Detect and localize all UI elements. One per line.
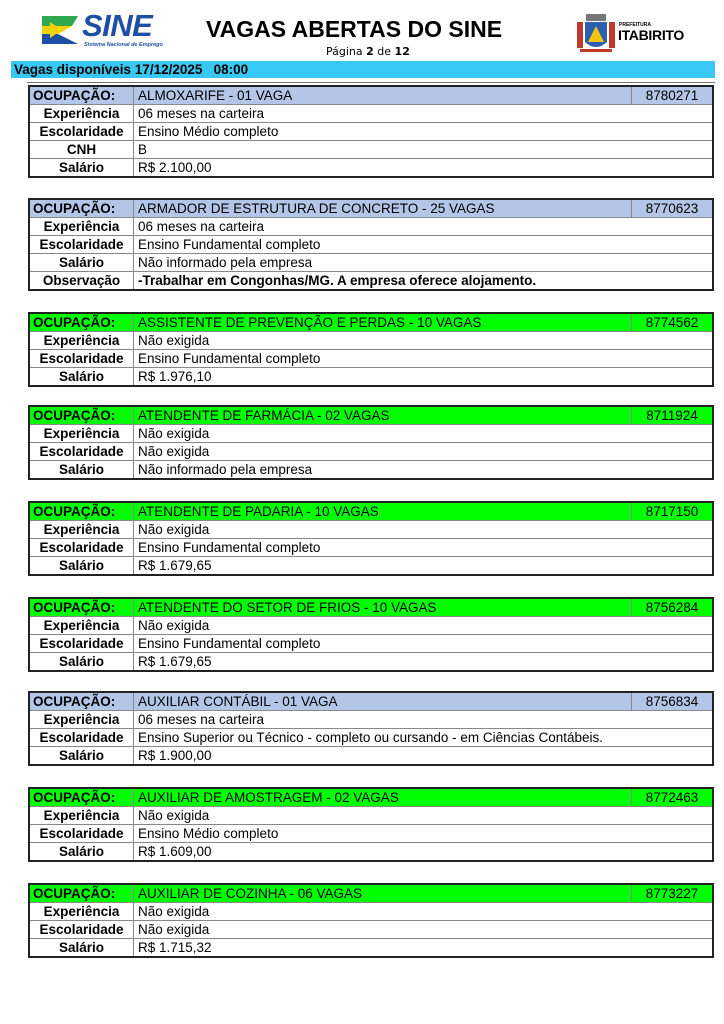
experience-value: Não exigida xyxy=(134,332,713,350)
education-value: Ensino Fundamental completo xyxy=(134,539,713,557)
job-field-row xyxy=(30,843,712,861)
education-value: Não exigida xyxy=(134,443,713,461)
job-card xyxy=(28,691,714,766)
page-prefix: Página xyxy=(326,45,363,58)
education-value: Não exigida xyxy=(134,921,713,939)
job-header-row xyxy=(30,314,712,332)
job-field-row xyxy=(30,141,712,159)
job-card xyxy=(28,405,714,480)
education-value: Ensino Médio completo xyxy=(134,825,713,843)
experience-label: Experiência xyxy=(30,105,134,123)
occupation-label: OCUPAÇÃO: xyxy=(30,789,134,807)
job-table xyxy=(30,407,712,478)
education-label: Escolaridade xyxy=(30,350,134,368)
job-header-row xyxy=(30,789,712,807)
job-field-row xyxy=(30,159,712,177)
education-label: Escolaridade xyxy=(30,729,134,747)
experience-label: Experiência xyxy=(30,711,134,729)
education-label: Escolaridade xyxy=(30,539,134,557)
job-header-row xyxy=(30,599,712,617)
education-value: Ensino Fundamental completo xyxy=(134,635,713,653)
education-label: Escolaridade xyxy=(30,123,134,141)
occupation-title: ASSISTENTE DE PREVENÇÃO E PERDAS - 10 VAGAS xyxy=(134,314,632,332)
education-label: Escolaridade xyxy=(30,825,134,843)
job-field-row xyxy=(30,236,712,254)
occupation-label: OCUPAÇÃO: xyxy=(30,200,134,218)
job-field-row xyxy=(30,332,712,350)
occupation-title: ATENDENTE DE PADARIA - 10 VAGAS xyxy=(134,503,632,521)
job-table xyxy=(30,87,712,176)
job-field-row xyxy=(30,105,712,123)
salary-label: Salário xyxy=(30,939,134,957)
job-field-row xyxy=(30,368,712,386)
job-card xyxy=(28,85,714,178)
job-field-row xyxy=(30,272,712,290)
experience-label: Experiência xyxy=(30,521,134,539)
job-table xyxy=(30,503,712,574)
observation-label: Observação xyxy=(30,272,134,290)
salary-label: Salário xyxy=(30,843,134,861)
job-field-row xyxy=(30,653,712,671)
salary-label: Salário xyxy=(30,368,134,386)
sine-logo xyxy=(38,8,163,52)
job-field-row xyxy=(30,635,712,653)
salary-value: R$ 2.100,00 xyxy=(134,159,713,177)
experience-value: Não exigida xyxy=(134,903,713,921)
experience-value: Não exigida xyxy=(134,425,713,443)
job-header-row xyxy=(30,885,712,903)
experience-value: 06 meses na carteira xyxy=(134,711,713,729)
page-indicator xyxy=(326,45,410,58)
coat-of-arms-icon xyxy=(576,12,616,54)
prefeitura-name: ITABIRITO xyxy=(618,27,685,43)
job-code: 8717150 xyxy=(632,503,713,521)
education-label: Escolaridade xyxy=(30,236,134,254)
job-code: 8756284 xyxy=(632,599,713,617)
job-field-row xyxy=(30,939,712,957)
salary-label: Salário xyxy=(30,254,134,272)
brazil-flag-icon xyxy=(38,12,82,50)
salary-label: Salário xyxy=(30,557,134,575)
job-table xyxy=(30,885,712,956)
education-label: Escolaridade xyxy=(30,635,134,653)
job-card xyxy=(28,787,714,862)
job-table xyxy=(30,314,712,385)
page-header xyxy=(0,0,724,60)
occupation-title: AUXILIAR DE COZINHA - 06 VAGAS xyxy=(134,885,632,903)
date-bar xyxy=(11,61,715,78)
salary-value: R$ 1.715,32 xyxy=(134,939,713,957)
job-field-row xyxy=(30,443,712,461)
salary-value: Não informado pela empresa xyxy=(134,254,713,272)
education-value: Ensino Fundamental completo xyxy=(134,350,713,368)
page-current: 2 xyxy=(366,45,374,58)
salary-value: R$ 1.900,00 xyxy=(134,747,713,765)
experience-value: Não exigida xyxy=(134,617,713,635)
job-table xyxy=(30,200,712,289)
job-field-row xyxy=(30,807,712,825)
header-divider xyxy=(27,82,715,83)
occupation-label: OCUPAÇÃO: xyxy=(30,407,134,425)
job-field-row xyxy=(30,825,712,843)
job-code: 8772463 xyxy=(632,789,713,807)
experience-value: 06 meses na carteira xyxy=(134,218,713,236)
job-field-row xyxy=(30,747,712,765)
occupation-label: OCUPAÇÃO: xyxy=(30,87,134,105)
job-field-row xyxy=(30,557,712,575)
experience-value: Não exigida xyxy=(134,807,713,825)
salary-label: Salário xyxy=(30,653,134,671)
occupation-title: ALMOXARIFE - 01 VAGA xyxy=(134,87,632,105)
job-card xyxy=(28,198,714,291)
salary-label: Salário xyxy=(30,159,134,177)
job-card xyxy=(28,312,714,387)
job-field-row xyxy=(30,218,712,236)
experience-label: Experiência xyxy=(30,218,134,236)
job-field-row xyxy=(30,539,712,557)
occupation-label: OCUPAÇÃO: xyxy=(30,693,134,711)
page-separator: de xyxy=(377,45,392,58)
prefeitura-logo xyxy=(576,12,688,54)
job-field-row xyxy=(30,617,712,635)
salary-value: R$ 1.976,10 xyxy=(134,368,713,386)
job-table xyxy=(30,789,712,860)
page-title: VAGAS ABERTAS DO SINE xyxy=(206,16,503,42)
occupation-title: AUXILIAR DE AMOSTRAGEM - 02 VAGAS xyxy=(134,789,632,807)
occupation-title: AUXILIAR CONTÁBIL - 01 VAGA xyxy=(134,693,632,711)
occupation-title: ATENDENTE DO SETOR DE FRIOS - 10 VAGAS xyxy=(134,599,632,617)
education-label: Escolaridade xyxy=(30,443,134,461)
job-card xyxy=(28,597,714,672)
prefeitura-label: PREFEITURA xyxy=(619,22,651,28)
occupation-title: ATENDENTE DE FARMÁCIA - 02 VAGAS xyxy=(134,407,632,425)
salary-label: Salário xyxy=(30,747,134,765)
occupation-label: OCUPAÇÃO: xyxy=(30,599,134,617)
salary-value: R$ 1.679,65 xyxy=(134,557,713,575)
experience-label: Experiência xyxy=(30,903,134,921)
experience-label: Experiência xyxy=(30,332,134,350)
salary-value: R$ 1.679,65 xyxy=(134,653,713,671)
job-card xyxy=(28,501,714,576)
job-field-row xyxy=(30,425,712,443)
job-table xyxy=(30,599,712,670)
experience-label: Experiência xyxy=(30,617,134,635)
salary-value: Não informado pela empresa xyxy=(134,461,713,479)
date-bar-text: Vagas disponíveis 17/12/2025 08:00 xyxy=(14,62,249,77)
cnh-label: CNH xyxy=(30,141,134,159)
occupation-label: OCUPAÇÃO: xyxy=(30,885,134,903)
occupation-label: OCUPAÇÃO: xyxy=(30,314,134,332)
job-header-row xyxy=(30,503,712,521)
job-code: 8756834 xyxy=(632,693,713,711)
cnh-value: B xyxy=(134,141,713,159)
job-field-row xyxy=(30,521,712,539)
job-field-row xyxy=(30,254,712,272)
job-field-row xyxy=(30,350,712,368)
occupation-title: ARMADOR DE ESTRUTURA DE CONCRETO - 25 VAGAS xyxy=(134,200,632,218)
job-code: 8780271 xyxy=(632,87,713,105)
job-table xyxy=(30,693,712,764)
experience-value: Não exigida xyxy=(134,521,713,539)
job-field-row xyxy=(30,729,712,747)
occupation-label: OCUPAÇÃO: xyxy=(30,503,134,521)
sine-logo-text: SINE xyxy=(82,8,153,43)
salary-label: Salário xyxy=(30,461,134,479)
job-field-row xyxy=(30,903,712,921)
experience-label: Experiência xyxy=(30,807,134,825)
job-field-row xyxy=(30,123,712,141)
observation-value: -Trabalhar em Congonhas/MG. A empresa oferece alojamento. xyxy=(134,272,713,290)
job-header-row xyxy=(30,693,712,711)
education-label: Escolaridade xyxy=(30,921,134,939)
job-code: 8711924 xyxy=(632,407,713,425)
page-total: 12 xyxy=(394,45,410,58)
education-value: Ensino Fundamental completo xyxy=(134,236,713,254)
job-header-row xyxy=(30,407,712,425)
job-field-row xyxy=(30,711,712,729)
experience-label: Experiência xyxy=(30,425,134,443)
job-header-row xyxy=(30,87,712,105)
education-value: Ensino Médio completo xyxy=(134,123,713,141)
salary-value: R$ 1.609,00 xyxy=(134,843,713,861)
job-code: 8773227 xyxy=(632,885,713,903)
job-field-row xyxy=(30,921,712,939)
job-code: 8774562 xyxy=(632,314,713,332)
job-code: 8770623 xyxy=(632,200,713,218)
job-card xyxy=(28,883,714,958)
experience-value: 06 meses na carteira xyxy=(134,105,713,123)
sine-logo-subtitle: Sistema Nacional de Emprego xyxy=(84,42,163,48)
education-value: Ensino Superior ou Técnico - completo ou cursando - em Ciências Contábeis. xyxy=(134,729,713,747)
job-header-row xyxy=(30,200,712,218)
job-field-row xyxy=(30,461,712,479)
